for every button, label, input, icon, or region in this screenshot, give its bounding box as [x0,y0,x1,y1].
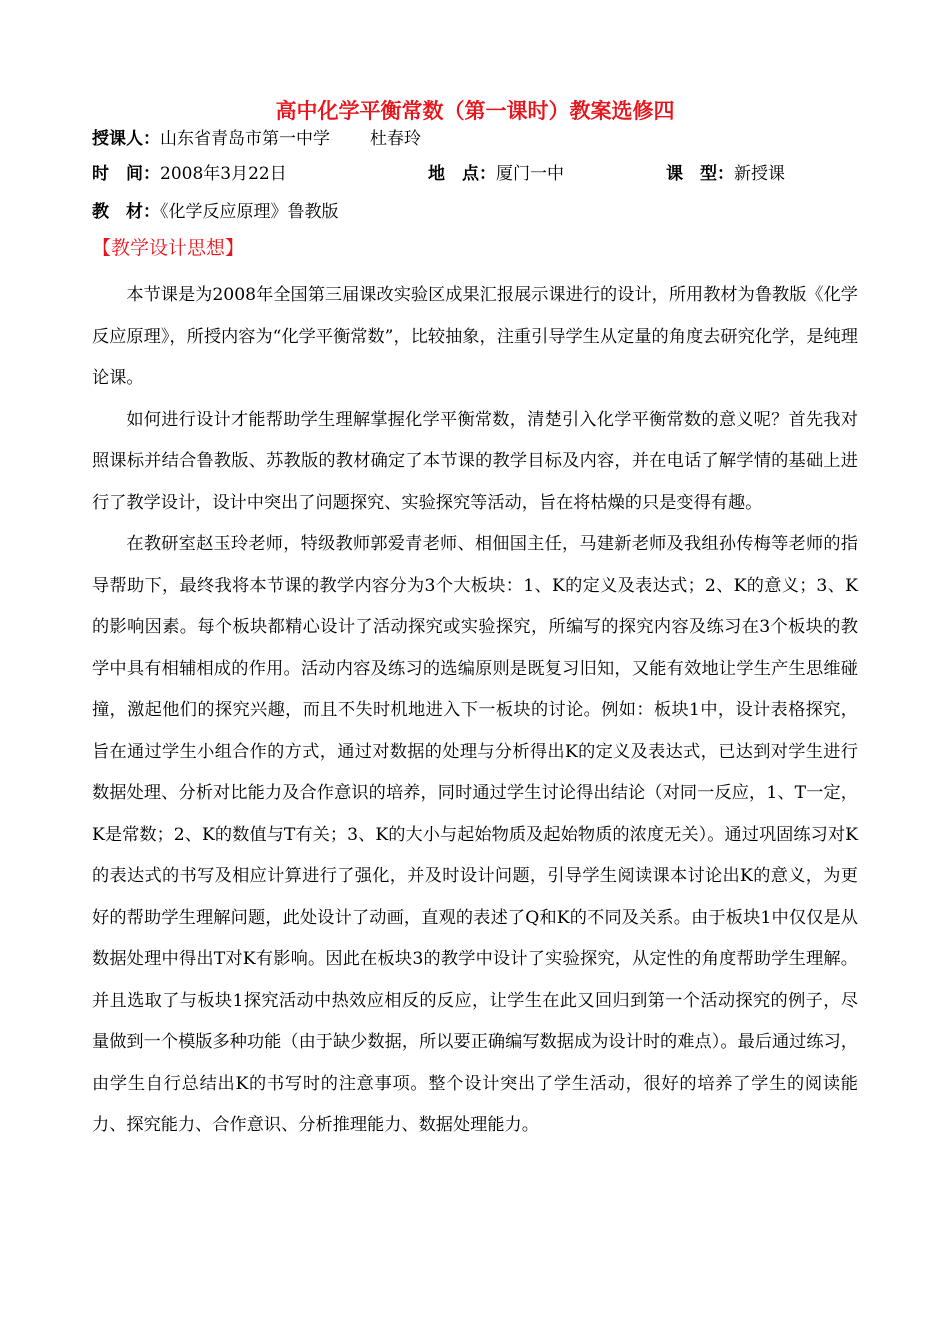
teacher-school: 山东省青岛市第一中学 [160,129,330,149]
material-line [92,199,339,225]
time-value: 2008年3月22日 [160,164,287,184]
place-label: 地 点： [428,164,496,184]
time-place-type-line [92,161,785,187]
lesson-type-label: 课 型： [666,164,734,184]
material-label: 教 材： [92,202,160,222]
document-title: 高中化学平衡常数（第一课时）教案选修四 [275,98,675,123]
lesson-type-field [666,161,785,187]
paragraph: 在教研室赵玉玲老师，特级教师郭爱青老师、相佃国主任，马建新老师及我组孙传梅等老师的指导帮助下，最终我将本节课的教学内容分为3个大板块：1、K的定义及表达式；2、K的意义；3、K的影响因素。每个板块都精心设计了活动探究或实验探究，所编写的探究内容及练习在3个板块的教学中具有相辅相成的作用。活动内容及练习的选编原则是既复习旧知，又能有效地让学生产生思维碰撞，激起他们的探究兴趣，而且不失时机地进入下一板块的讨论。例如：板块1中，设计表格探究，旨在通过学生小组合作的方式，通过对数据的处理与分析得出K的定义及表达式，已达到对学生进行数据处理、分析对比能力及合作意识的培养，同时通过学生讨论得出结论（对同一反应，1、T一定，K是常数；2、K的数值与T有关；3、K的大小与起始物质及起始物质的浓度无关）。通过巩固练习对K的表达式的书写及相应计算进行了强化，并及时设计问题，引导学生阅读课本讨论出K的意义，为更好的帮助学生理解问题，此处设计了动画，直观的表述了Q和K的不同及关系。由于板块1中仅仅是从数据处理中得出T对K有影响。因此在板块3的教学中设计了实验探究，从定性的角度帮助学生理解。并且选取了与板块1探究活动中热效应相反的反应，让学生在此又回归到第一个活动探究的例子，尽量做到一个模版多种功能（由于缺少数据，所以要正确编写数据成为设计时的难点）。最后通过练习，由学生自行总结出K的书写时的注意事项。整个设计突出了学生活动，很好的培养了学生的阅读能力、探究能力、合作意识、分析推理能力、数据处理能力。 [92,534,858,1135]
teacher-line [92,126,421,152]
paragraph: 如何进行设计才能帮助学生理解掌握化学平衡常数，清楚引入化学平衡常数的意义呢？首先我对照课标并结合鲁教版、苏教版的教材确定了本节课的教学目标及内容，并在电话了解学情的基础上进行了教学设计，设计中突出了问题探究、实验探究等活动，旨在将枯燥的只是变得有趣。 [92,409,858,513]
time-label: 时 间： [92,164,160,184]
teacher-name: 杜春玲 [370,129,421,149]
teacher-label: 授课人： [92,129,160,149]
paragraph: 本节课是为2008年全国第三届课改实验区成果汇报展示课进行的设计，所用教材为鲁教版《化学反应原理》，所授内容为“化学平衡常数”，比较抽象，注重引导学生从定量的角度去研究化学，是纯理论课。 [92,285,858,388]
section-body [92,275,858,1147]
lesson-type-value: 新授课 [734,164,785,184]
place-field [428,161,564,187]
section-heading: 【教学设计思想】 [92,237,245,259]
place-value: 厦门一中 [496,164,564,184]
material-value: 《化学反应原理》鲁教版 [160,202,339,222]
time-field [92,164,287,184]
